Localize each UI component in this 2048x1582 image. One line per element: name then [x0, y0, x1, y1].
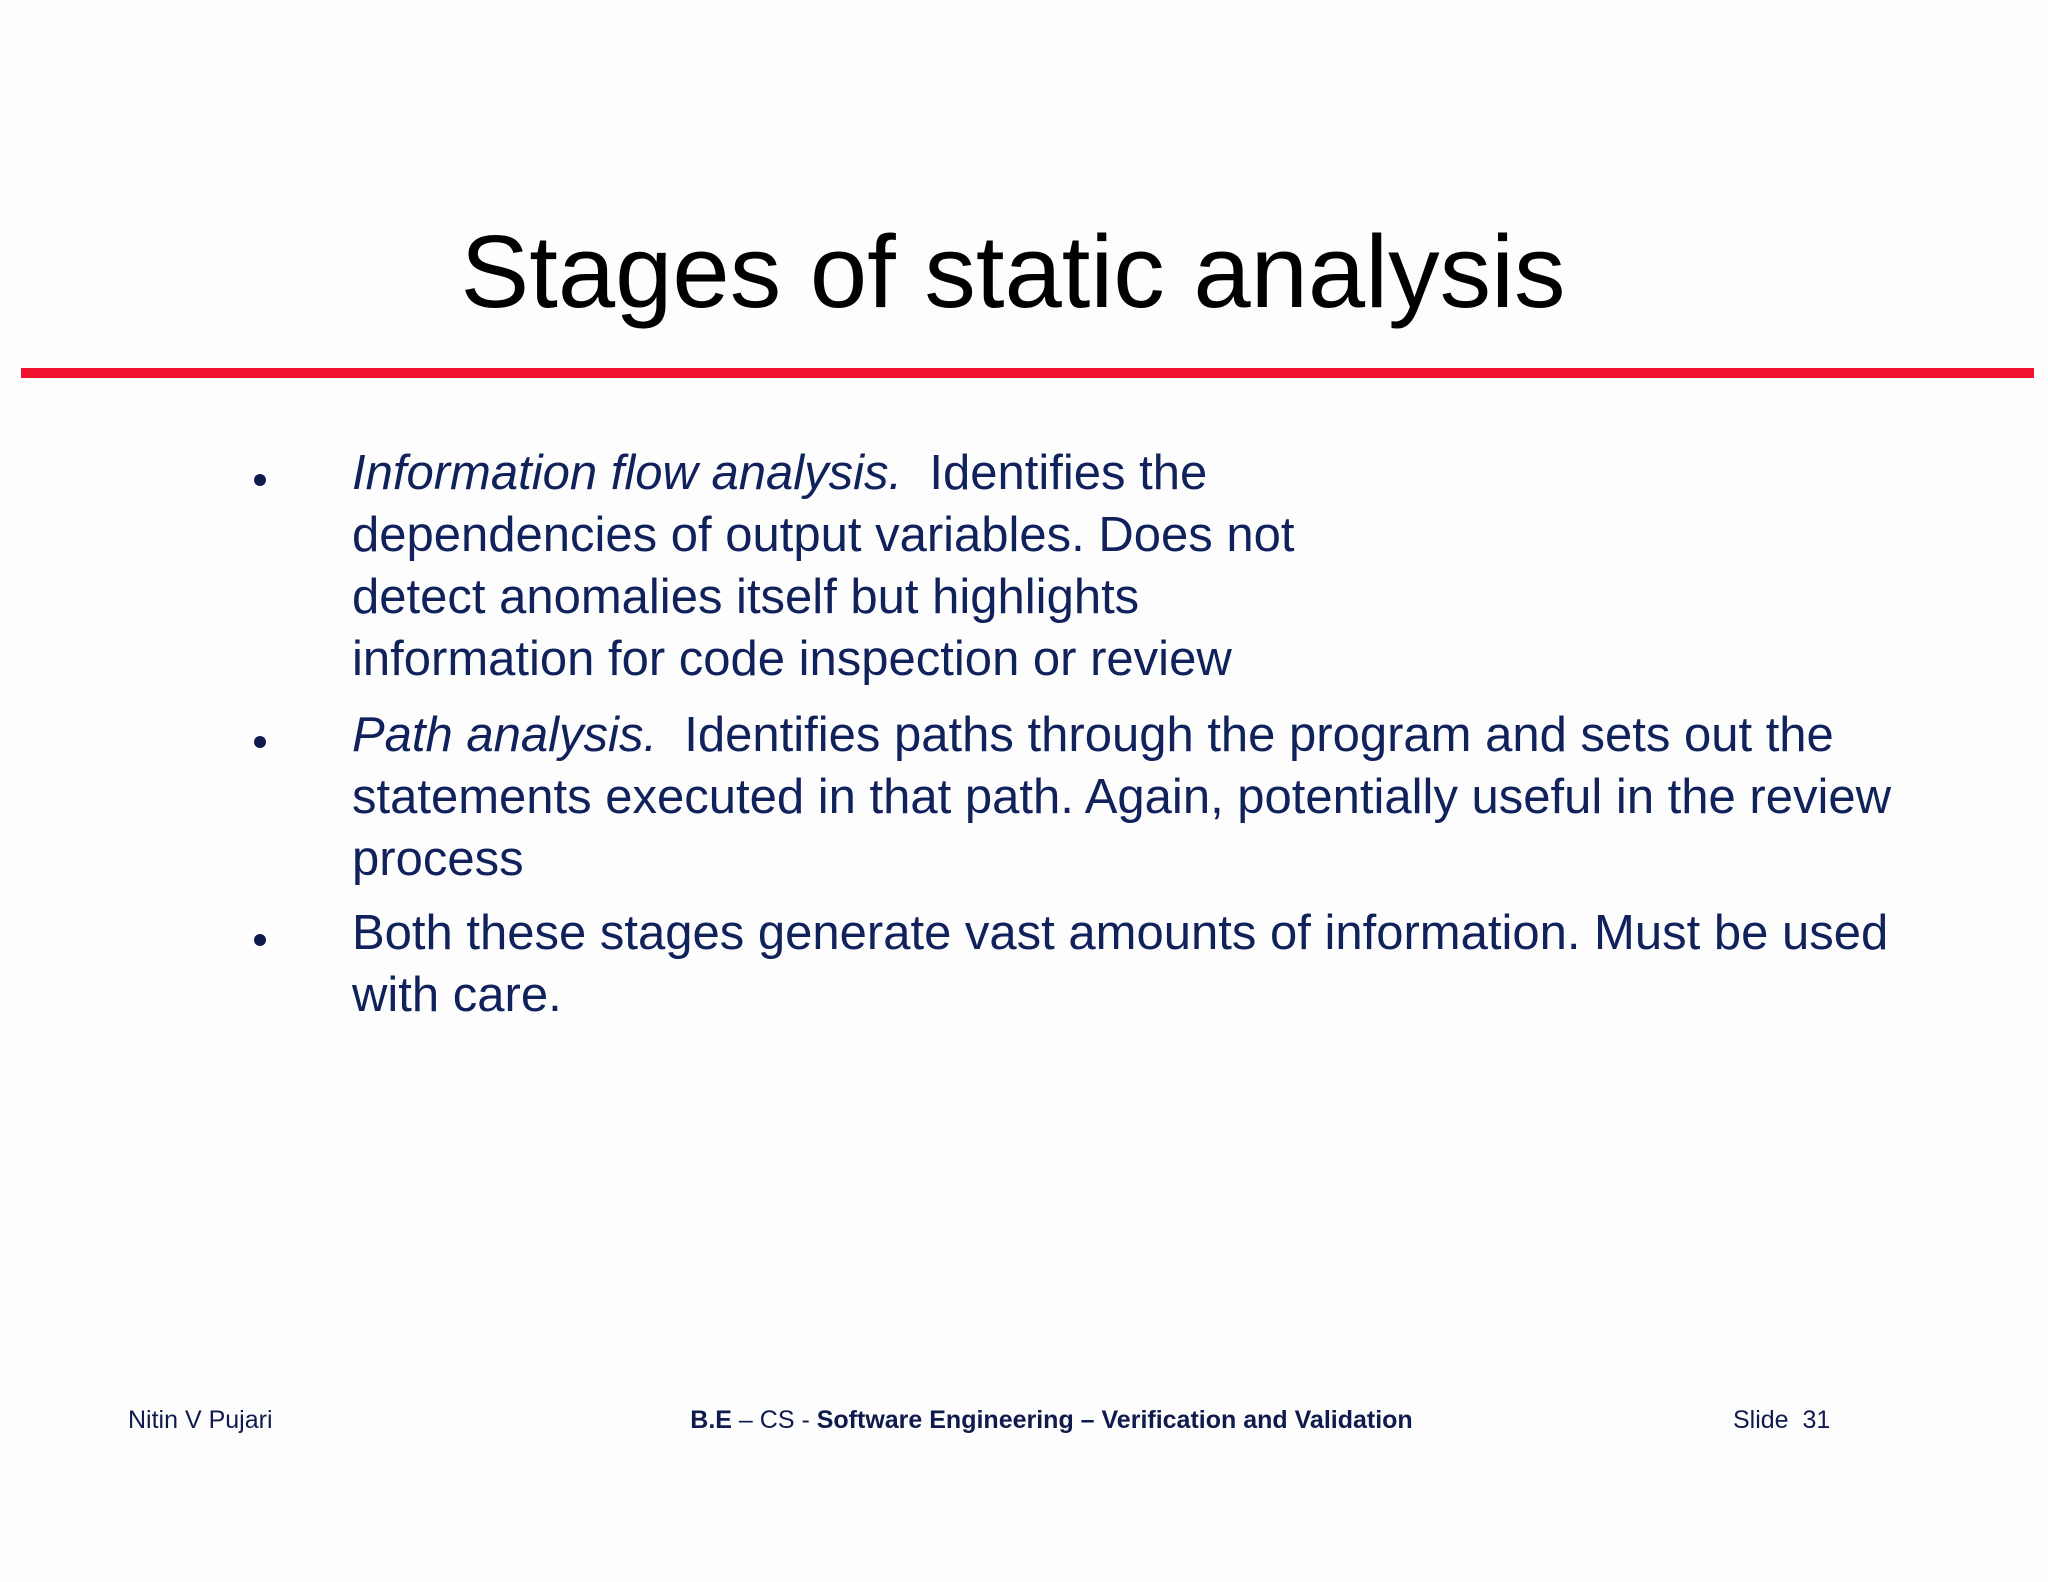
title-divider [21, 368, 2034, 378]
slide-title [0, 212, 2048, 332]
bullet-body: Both these stages generate vast amounts of information. Must be used with care. [352, 906, 1889, 1022]
footer-course-title: Software Engineering – Verification and Validation [816, 1406, 1413, 1434]
footer-course-inner [690, 1406, 1412, 1434]
bullet-dot-icon [254, 736, 266, 748]
bullet-dot-icon [254, 474, 266, 486]
bullet-lead: Information flow analysis. [352, 446, 903, 500]
footer-course-sep: – CS - [731, 1406, 817, 1434]
bullet-dot-icon [254, 934, 266, 946]
bullet-body: Identifies paths through the program and sets out the statements executed in that path. Again, potentially useful in the review process [352, 708, 1892, 886]
footer-author: Nitin V Pujari [128, 1406, 273, 1434]
bullet-text [352, 902, 1932, 1026]
bullet-text [352, 704, 1992, 890]
bullet-text [352, 442, 1372, 690]
slide-title-text: Stages of static analysis [460, 214, 1566, 329]
footer-slide-number: Slide 31 [1733, 1406, 1831, 1434]
bullet-lead: Path analysis. [352, 708, 658, 762]
footer-course-prefix: B.E [690, 1406, 732, 1434]
bullet-body: Identifies the dependencies of output variables. Does not detect anomalies itself but highlights information for code inspection or review [352, 446, 1295, 686]
